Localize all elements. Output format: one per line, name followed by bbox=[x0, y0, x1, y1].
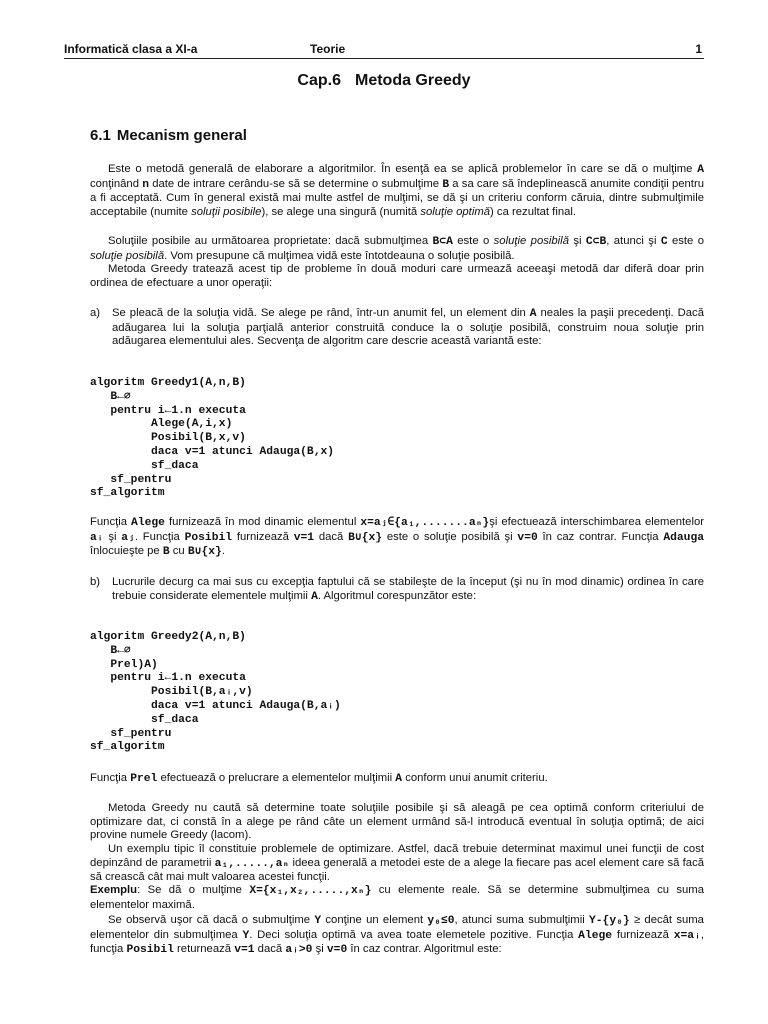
code-block-greedy2 bbox=[90, 631, 341, 755]
code-line: sf_daca bbox=[90, 713, 199, 726]
code-line: Posibil(B,aᵢ,v) bbox=[90, 686, 253, 699]
page-header bbox=[64, 42, 704, 59]
list-label-a: a) bbox=[90, 307, 101, 319]
code-line: sf_pentru bbox=[90, 727, 172, 740]
code-line: B←∅ bbox=[90, 390, 131, 403]
code-line: sf_algoritm bbox=[90, 741, 165, 754]
chapter-number: Cap.6 bbox=[297, 72, 341, 89]
paragraph-intro: Este o metodă generală de elaborare a algoritmilor. În esenţă ea se aplică problemelor în care se dă o mulţime A conţinând n date de intrare cerându-se să se determine o submulţime B a sa care să îndeplinească anumite condiţii pentru a fi acceptată. Cum în general există mai multe astfel de mulţimi, se dă şi un criteriu conform căruia, dintre submulţimile acceptabile (numite soluţii posibile), se alege una singură (numită soluţie optimă) ca rezultat final. bbox=[90, 163, 704, 218]
code-line: pentru i←1.n executa bbox=[90, 672, 246, 685]
section-number: 6.1 bbox=[90, 127, 111, 144]
code-block-greedy1 bbox=[90, 377, 334, 501]
paragraph-observation: Se observă uşor că dacă o submulţime Y conţine un element y₀≤0, atunci suma submulţimii Y-{y₀} ≥ decât suma elementelor din submulţimea Y. Deci soluţia optimă va avea toate elemetele pozitive. Funcţia Alege furnizează x=aᵢ, funcţia Posibil returnează v=1 dacă aᵢ>0 şi v=0 în caz contrar. Algoritmul este: bbox=[90, 914, 704, 957]
header-topic: Teorie bbox=[310, 42, 346, 56]
paragraph-prel: Funcţia Prel efectuează o prelucrare a elementelor mulţimii A conform unui anumit criteriu. bbox=[90, 772, 548, 785]
paragraph-functions: Funcţia Alege furnizează în mod dinamic elementul x=aⱼ∈{a₁,.......aₙ}şi efectuează interschimbarea elementelor aᵢ şi aⱼ. Funcţia Posibil furnizează v=1 dacă B∪{x} este o soluţie posibilă şi v=0 în caz contrar. Funcţia Adauga înlocuieşte pe B cu B∪{x}. bbox=[90, 516, 705, 559]
page-number: 1 bbox=[695, 42, 702, 56]
paragraph-optimization: Un exemplu tipic îl constituie problemele de optimizare. Astfel, dacă trebuie determinat maximul unei funcţii de cost depinzând de parametrii a₁,.....,aₙ ideea generală a metodei este de a alege la fiecare pas acel element care să facă să crească cât mai mult valoarea acestei funcţii. bbox=[90, 843, 705, 884]
code-line: B←∅ bbox=[90, 644, 131, 657]
paragraph-example: Exemplu: Se dă o mulţime X={x₁,x₂,.....,xₙ} cu elemente reale. Să se determine submulţimea cu suma elementelor maximă. bbox=[90, 884, 705, 911]
code-line: Prel)A) bbox=[90, 658, 158, 671]
code-line: sf_algoritm bbox=[90, 487, 165, 500]
header-course: Informatică clasa a XI-a bbox=[64, 42, 198, 56]
code-line: pentru i←1.n executa bbox=[90, 404, 246, 417]
code-line: Posibil(B,x,v) bbox=[90, 432, 246, 445]
chapter-name: Metoda Greedy bbox=[354, 72, 471, 89]
list-item-a: a) Se pleacă de la soluţia vidă. Se alege pe rând, într-un anumit fel, un element din A neales la paşii precedenţi. Dacă adăugarea lui la soluţia parţială anterior construită conduce la o soluţie posibilă, construim noua soluţie prin adăugarea elementului ales. Secvenţa de algoritm care descrie această variantă este: bbox=[90, 307, 704, 348]
section-name: Mecanism general bbox=[116, 127, 247, 144]
code-line: sf_daca bbox=[90, 459, 199, 472]
chapter-title bbox=[0, 72, 768, 90]
code-line: daca v=1 atunci Adauga(B,x) bbox=[90, 445, 335, 458]
paragraph-property: Soluţiile posibile au următoarea proprietate: dacă submulţimea B⊂A este o soluţie posibilă şi C⊂B, atunci şi C este o soluţie posibilă. Vom presupune că mulţimea vidă este întotdeauna o soluţie posibilă. bbox=[90, 235, 704, 262]
paragraph-greedy-name: Metoda Greedy nu caută să determine toate soluţiile posibile şi să aleagă pe cea optimă conform criteriului de optimizare dat, ci constă în a alege pe rând câte un element urmând să-l introducă eventual în soluţia optimă; de aici provine numele Greedy (lacom). bbox=[90, 802, 704, 842]
code-line: sf_pentru bbox=[90, 473, 172, 486]
code-line: Alege(A,i,x) bbox=[90, 418, 233, 431]
code-line: daca v=1 atunci Adauga(B,aᵢ) bbox=[90, 699, 341, 712]
list-item-b: b) Lucrurile decurg ca mai sus cu excepţia faptului că se stabileşte de la început (şi nu în mod dinamic) ordinea în care trebuie considerate elementele mulţimii A. Algoritmul corespunzător este: bbox=[90, 576, 704, 603]
paragraph-methods: Metoda Greedy tratează acest tip de probleme în două moduri care urmează aceeaşi metodă dar diferă doar prin ordinea de efectuare a unor operaţii: bbox=[90, 263, 704, 289]
example-label: Exemplu bbox=[90, 884, 138, 896]
code-line: algoritm Greedy1(A,n,B) bbox=[90, 377, 246, 389]
section-heading bbox=[90, 127, 247, 144]
code-line: algoritm Greedy2(A,n,B) bbox=[90, 631, 246, 643]
list-label-b: b) bbox=[90, 576, 101, 588]
